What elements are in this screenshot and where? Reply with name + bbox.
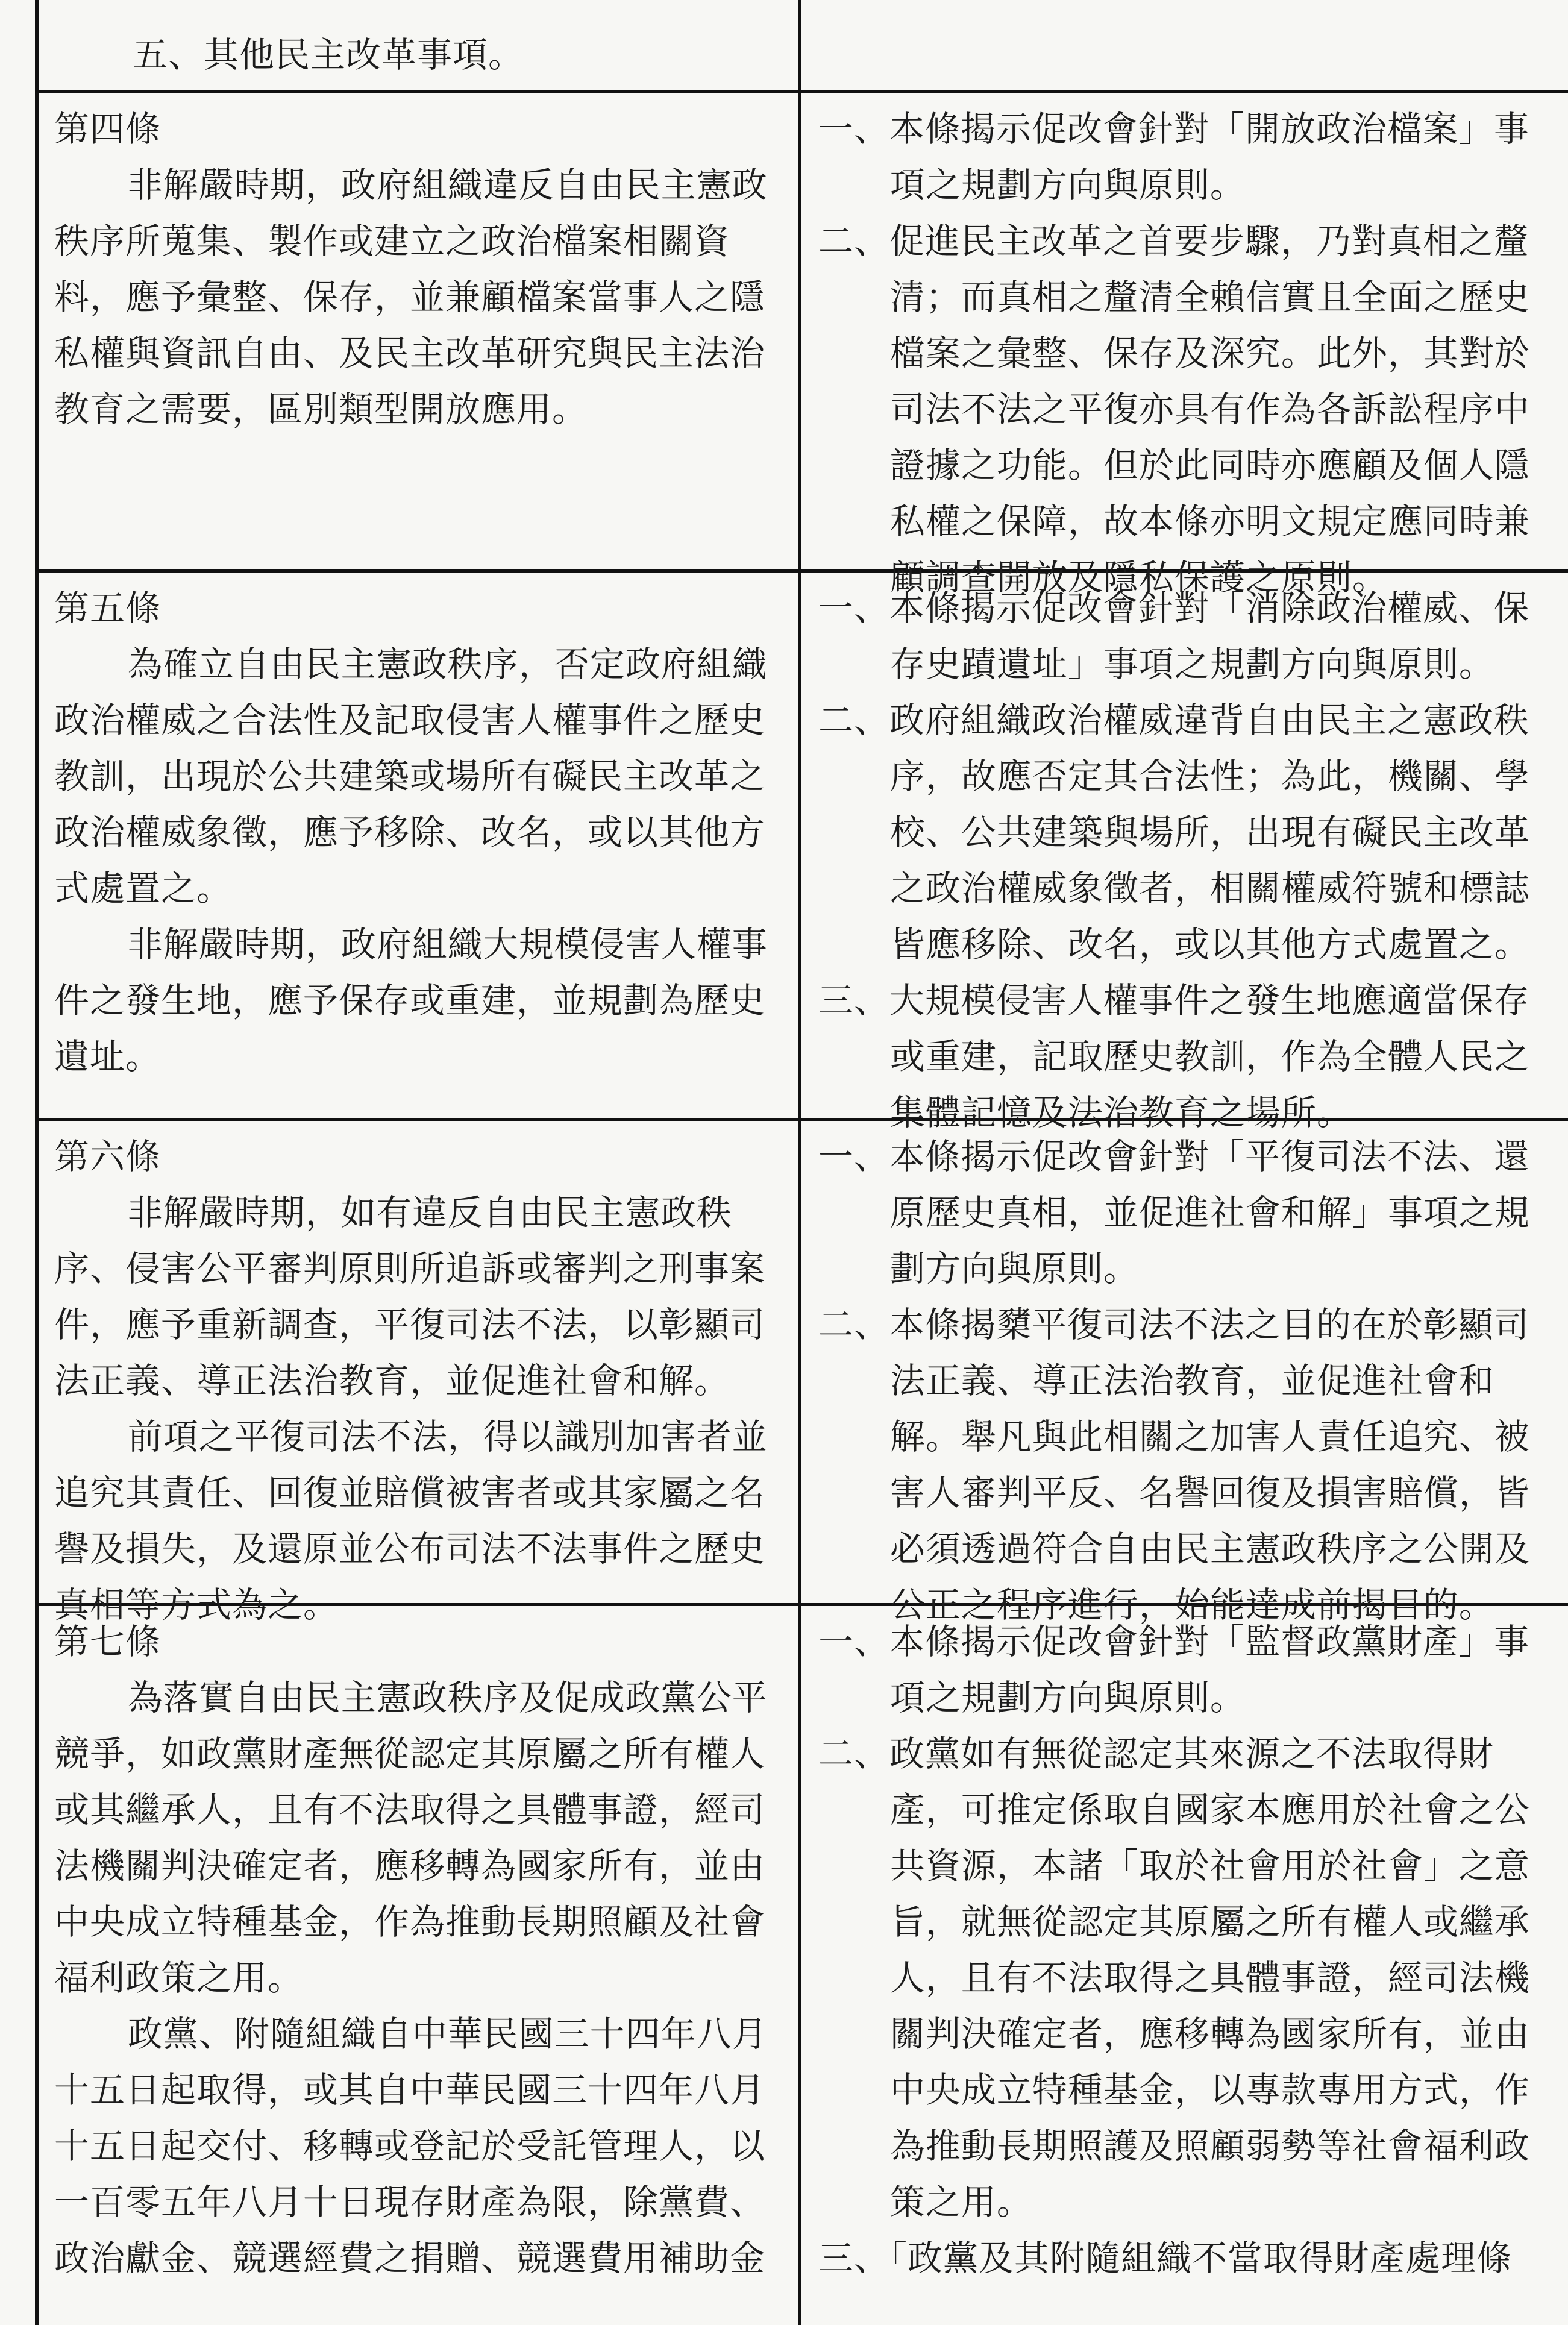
article-6-notes <box>818 1118 1563 1625</box>
column-divider-rule <box>798 0 801 2325</box>
article-4-text <box>54 90 783 569</box>
article-paragraph: 非解嚴時期，政府組織違反自由民主憲政秩序所蒐集、製作或建立之政治檔案相關資料，應予彙整、保存，並兼顧檔案當事人之隱私權與資訊自由、及民主改革研究與民主法治教育之需要，區別類型開放應用。 <box>54 165 768 430</box>
article-paragraph: 為落實自由民主憲政秩序及促成政黨公平競爭，如政黨財產無從認定其原屬之所有權人或其繼承人，且有不法取得之具體事證，經司法機關判決確定者，應移轉為國家所有，並由中央成立特種基金，作為推動長期照顧及社會福利政策之用。 <box>54 1677 768 1998</box>
article-title: 第四條 <box>54 108 162 149</box>
note-item: 二、政黨如有無從認定其來源之不法取得財產，可推定係取自國家本應用於社會之公共資源，本諸「取於社會用於社會」之意旨，就無從認定其原屬之所有權人或繼承人，且有不法取得之具體事證，經司法機關判決確定者，應移轉為國家所有，並由中央成立特種基金，以專款專用方式，作為推動長期照護及照顧弱勢等社會福利政策之用。 <box>818 1733 1530 2223</box>
note-item: 二、促進民主改革之首要步驟，乃對真相之釐清；而真相之釐清全賴信實且全面之歷史檔案之彙整、保存及深究。此外，其對於司法不法之平復亦具有作為各訴訟程序中證據之功能。但於此同時亦應顧及個人隱私權之保障，故本條亦明文規定應同時兼顧調查開放及隱私保護之原則。 <box>818 221 1530 598</box>
article-title: 第六條 <box>54 1136 162 1177</box>
note-item: 三、「政黨及其附隨組織不當取得財產處理條 <box>818 2238 1513 2279</box>
article-paragraph: 政黨、附隨組織自中華民國三十四年八月十五日起取得，或其自中華民國三十四年八月十五日起交付、移轉或登記於受託管理人，以一百零五年八月十日現存財產為限，除黨費、政治獻金、競選經費之捐贈、競選費用補助金 <box>54 2013 768 2279</box>
article-6-text <box>54 1118 783 1625</box>
article-5-notes <box>818 569 1563 1133</box>
article-paragraph: 前項之平復司法不法，得以識別加害者並追究其責任、回復並賠償被害者或其家屬之名譽及損失，及還原並公布司法不法事件之歷史真相等方式為之。 <box>54 1416 768 1625</box>
article-paragraph: 非解嚴時期，政府組織大規模侵害人權事件之發生地，應予保存或重建，並規劃為歷史遺址。 <box>54 924 768 1077</box>
note-item: 一、本條揭示促改會針對「監督政黨財產」事項之規劃方向與原則。 <box>818 1621 1530 1718</box>
note-item: 三、大規模侵害人權事件之發生地應適當保存或重建，記取歷史教訓，作為全體人民之集體記憶及法治教育之場所。 <box>818 980 1530 1133</box>
article-4-notes <box>818 90 1563 598</box>
article-title: 第七條 <box>54 1621 162 1662</box>
article-7-text <box>54 1603 783 2325</box>
note-item: 二、本條揭櫫平復司法不法之目的在於彰顯司法正義、導正法治教育，並促進社會和解。舉凡與此相關之加害人責任追究、被害人審判平反、名譽回復及損害賠償，皆必須透過符合自由民主憲政秩序之公開及公正之程序進行，始能達成前揭目的。 <box>818 1304 1530 1625</box>
note-item: 一、本條揭示促改會針對「平復司法不法、還原歷史真相，並促進社會和解」事項之規劃方向與原則。 <box>818 1136 1530 1289</box>
article-paragraph: 非解嚴時期，如有違反自由民主憲政秩序、侵害公平審判原則所追訴或審判之刑事案件，應予重新調查，平復司法不法，以彰顯司法正義、導正法治教育，並促進社會和解。 <box>54 1192 766 1401</box>
article-5-text <box>54 569 783 1118</box>
section-heading <box>54 27 783 90</box>
note-item: 一、本條揭示促改會針對「開放政治檔案」事項之規劃方向與原則。 <box>818 108 1530 206</box>
article-7-notes <box>818 1603 1563 2325</box>
left-border-rule <box>35 0 39 2325</box>
section-heading-text: 五、其他民主改革事項。 <box>133 34 524 75</box>
article-title: 第五條 <box>54 588 162 629</box>
note-item: 二、政府組織政治權威違背自由民主之憲政秩序，故應否定其合法性；為此，機關、學校、公共建築與場所，出現有礙民主改革之政治權威象徵者，相關權威符號和標誌皆應移除、改名，或以其他方式處置之。 <box>818 700 1530 965</box>
note-item: 一、本條揭示促改會針對「消除政治權威、保存史蹟遺址」事項之規劃方向與原則。 <box>818 588 1530 685</box>
article-paragraph: 為確立自由民主憲政秩序，否定政府組織政治權威之合法性及記取侵害人權事件之歷史教訓，出現於公共建築或場所有礙民主改革之政治權威象徵，應予移除、改名，或以其他方式處置之。 <box>54 644 768 909</box>
